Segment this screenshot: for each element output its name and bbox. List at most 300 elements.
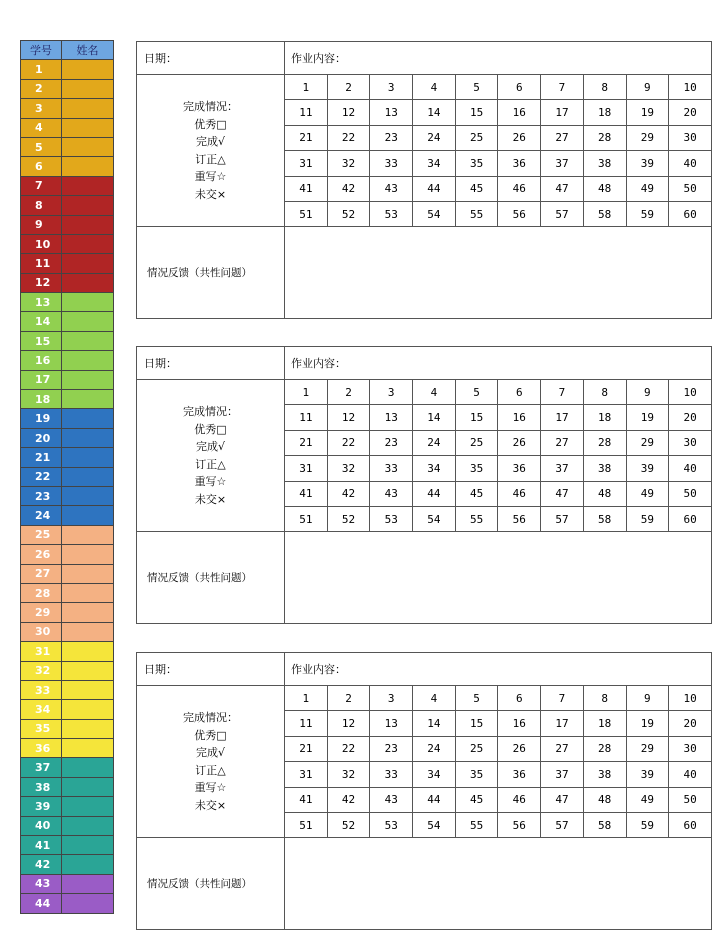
student-name-cell[interactable] (62, 739, 114, 758)
student-number-cell[interactable]: 50 (669, 787, 712, 812)
student-number-cell[interactable]: 60 (669, 812, 712, 837)
student-number-cell[interactable]: 30 (669, 430, 712, 455)
roster-row (21, 390, 114, 409)
student-number-cell[interactable]: 7 (541, 686, 584, 711)
student-number: 10 (21, 234, 62, 253)
student-number-cell[interactable]: 56 (498, 506, 541, 531)
student-name-cell[interactable] (62, 273, 114, 292)
student-number-cell[interactable]: 26 (498, 736, 541, 761)
student-number-cell[interactable]: 6 (498, 686, 541, 711)
student-number-cell[interactable]: 9 (626, 75, 669, 100)
status-legend-item: 完成√ (195, 440, 225, 454)
student-number-cell[interactable]: 37 (541, 456, 584, 481)
roster-body (21, 60, 114, 913)
student-number-cell[interactable]: 32 (327, 151, 370, 176)
student-number-cell[interactable]: 33 (370, 456, 413, 481)
roster-row (21, 583, 114, 602)
student-number-cell[interactable]: 13 (370, 100, 413, 125)
student-number-cell[interactable]: 45 (455, 787, 498, 812)
status-legend-item: 优秀□ (194, 422, 227, 436)
student-number-cell[interactable]: 55 (455, 812, 498, 837)
student-number-cell[interactable]: 49 (626, 481, 669, 506)
student-number-cell[interactable]: 19 (626, 711, 669, 736)
student-number-cell[interactable]: 12 (327, 711, 370, 736)
roster-row (21, 603, 114, 622)
student-name-cell[interactable] (62, 836, 114, 855)
student-name-cell[interactable] (62, 874, 114, 893)
student-number-cell[interactable]: 55 (455, 506, 498, 531)
student-number-cell[interactable]: 52 (327, 506, 370, 531)
student-number: 15 (21, 331, 62, 350)
student-number: 41 (21, 836, 62, 855)
student-number-cell[interactable]: 16 (498, 100, 541, 125)
student-name-cell[interactable] (62, 60, 114, 79)
student-number-cell[interactable]: 23 (370, 430, 413, 455)
roster-row (21, 137, 114, 156)
student-number-cell[interactable]: 3 (370, 686, 413, 711)
student-name-cell[interactable] (62, 409, 114, 428)
student-number-cell[interactable]: 56 (498, 812, 541, 837)
student-number-cell[interactable]: 3 (370, 380, 413, 405)
student-number-cell[interactable]: 19 (626, 100, 669, 125)
student-number-cell[interactable]: 43 (370, 481, 413, 506)
student-number-cell[interactable]: 39 (626, 456, 669, 481)
student-number-cell[interactable]: 47 (541, 787, 584, 812)
student-number-cell[interactable]: 57 (541, 201, 584, 226)
student-number: 22 (21, 467, 62, 486)
student-number-cell[interactable]: 42 (327, 176, 370, 201)
student-name-cell[interactable] (62, 157, 114, 176)
student-number-cell[interactable]: 50 (669, 481, 712, 506)
student-number-cell[interactable]: 25 (455, 430, 498, 455)
student-number-cell[interactable]: 44 (413, 176, 456, 201)
student-number-cell[interactable]: 53 (370, 506, 413, 531)
student-number: 44 (21, 894, 62, 913)
student-number-cell[interactable]: 30 (669, 736, 712, 761)
student-number-cell[interactable]: 12 (327, 100, 370, 125)
student-number-cell[interactable]: 42 (327, 481, 370, 506)
student-number-cell[interactable]: 51 (285, 201, 328, 226)
student-number-cell[interactable]: 44 (413, 787, 456, 812)
student-number-cell[interactable]: 28 (583, 736, 626, 761)
student-number-cell[interactable]: 54 (413, 201, 456, 226)
student-number-cell[interactable]: 60 (669, 506, 712, 531)
student-number-cell[interactable]: 46 (498, 481, 541, 506)
student-number-cell[interactable]: 38 (583, 456, 626, 481)
student-number-cell[interactable]: 14 (413, 100, 456, 125)
student-number-cell[interactable]: 37 (541, 762, 584, 787)
homework-content-field[interactable]: 作业内容： (285, 42, 712, 75)
student-number-cell[interactable]: 57 (541, 812, 584, 837)
student-number-cell[interactable]: 8 (583, 380, 626, 405)
student-number-cell[interactable]: 21 (285, 430, 328, 455)
student-number-cell[interactable]: 36 (498, 456, 541, 481)
student-number-cell[interactable]: 7 (541, 75, 584, 100)
student-number-cell[interactable]: 26 (498, 125, 541, 150)
student-number-cell[interactable]: 20 (669, 711, 712, 736)
student-number-cell[interactable]: 1 (285, 380, 328, 405)
student-number-cell[interactable]: 5 (455, 380, 498, 405)
student-number-cell[interactable]: 35 (455, 762, 498, 787)
status-legend-item: 重写☆ (194, 170, 227, 184)
student-number-cell[interactable]: 51 (285, 506, 328, 531)
student-number-cell[interactable]: 41 (285, 481, 328, 506)
roster-row (21, 409, 114, 428)
roster-row (21, 467, 114, 486)
student-number-cell[interactable]: 35 (455, 151, 498, 176)
student-number-cell[interactable]: 55 (455, 201, 498, 226)
student-number-cell[interactable]: 60 (669, 201, 712, 226)
student-number-cell[interactable]: 14 (413, 711, 456, 736)
student-number-cell[interactable]: 13 (370, 711, 413, 736)
student-name-cell[interactable] (62, 467, 114, 486)
homework-record-table (136, 41, 712, 319)
student-name-cell[interactable] (62, 293, 114, 312)
student-number-cell[interactable]: 28 (583, 430, 626, 455)
student-number-header: 学号 (21, 41, 62, 60)
student-name-cell[interactable] (62, 603, 114, 622)
student-number-cell[interactable]: 40 (669, 151, 712, 176)
student-number-cell[interactable]: 11 (285, 711, 328, 736)
student-number-cell[interactable]: 18 (583, 405, 626, 430)
student-name-cell[interactable] (62, 176, 114, 195)
student-number: 31 (21, 642, 62, 661)
student-number-cell[interactable]: 11 (285, 405, 328, 430)
student-name-cell[interactable] (62, 816, 114, 835)
student-number-cell[interactable]: 45 (455, 176, 498, 201)
roster-row (21, 293, 114, 312)
student-number-cell[interactable]: 24 (413, 430, 456, 455)
student-number-cell[interactable]: 43 (370, 787, 413, 812)
roster-row (21, 700, 114, 719)
student-number-cell[interactable]: 10 (669, 686, 712, 711)
roster-row (21, 777, 114, 796)
student-number-cell[interactable]: 52 (327, 201, 370, 226)
student-number-cell[interactable]: 18 (583, 100, 626, 125)
student-number-cell[interactable]: 39 (626, 762, 669, 787)
student-name-cell[interactable] (62, 254, 114, 273)
student-number: 30 (21, 622, 62, 641)
student-number-cell[interactable]: 49 (626, 787, 669, 812)
date-field[interactable]: 日期： (137, 653, 285, 686)
student-number-cell[interactable]: 19 (626, 405, 669, 430)
student-number-cell[interactable]: 49 (626, 176, 669, 201)
student-number: 11 (21, 254, 62, 273)
student-number-cell[interactable]: 12 (327, 405, 370, 430)
student-name-cell[interactable] (62, 196, 114, 215)
student-number-cell[interactable]: 47 (541, 481, 584, 506)
student-number-cell[interactable]: 34 (413, 762, 456, 787)
student-number-cell[interactable]: 40 (669, 762, 712, 787)
student-number-cell[interactable]: 4 (413, 380, 456, 405)
student-number-cell[interactable]: 32 (327, 456, 370, 481)
roster-row (21, 312, 114, 331)
student-number-cell[interactable]: 3 (370, 75, 413, 100)
student-number-cell[interactable]: 46 (498, 176, 541, 201)
student-number-cell[interactable]: 2 (327, 380, 370, 405)
student-number-cell[interactable]: 8 (583, 75, 626, 100)
student-name-cell[interactable] (62, 642, 114, 661)
student-name-cell[interactable] (62, 583, 114, 602)
student-number-cell[interactable]: 5 (455, 686, 498, 711)
student-number: 37 (21, 758, 62, 777)
student-number-cell[interactable]: 27 (541, 736, 584, 761)
student-number-cell[interactable]: 59 (626, 201, 669, 226)
student-number-cell[interactable]: 47 (541, 176, 584, 201)
student-number-cell[interactable]: 26 (498, 430, 541, 455)
student-name-cell[interactable] (62, 390, 114, 409)
student-number-cell[interactable]: 53 (370, 201, 413, 226)
status-legend-item: 订正△ (195, 457, 226, 471)
student-number-cell[interactable]: 22 (327, 125, 370, 150)
student-number-cell[interactable]: 50 (669, 176, 712, 201)
student-number-cell[interactable]: 16 (498, 405, 541, 430)
student-name-cell[interactable] (62, 486, 114, 505)
student-number-cell[interactable]: 6 (498, 380, 541, 405)
student-number-cell[interactable]: 56 (498, 201, 541, 226)
student-number-cell[interactable]: 31 (285, 151, 328, 176)
roster-row (21, 486, 114, 505)
student-number-cell[interactable]: 58 (583, 812, 626, 837)
student-number-cell[interactable]: 29 (626, 125, 669, 150)
student-number-cell[interactable]: 10 (669, 75, 712, 100)
student-name-cell[interactable] (62, 137, 114, 156)
student-number-cell[interactable]: 27 (541, 125, 584, 150)
student-number-cell[interactable]: 9 (626, 686, 669, 711)
student-number-cell[interactable]: 37 (541, 151, 584, 176)
roster-row (21, 680, 114, 699)
student-number-cell[interactable]: 4 (413, 686, 456, 711)
student-number-cell[interactable]: 52 (327, 812, 370, 837)
student-number-cell[interactable]: 34 (413, 151, 456, 176)
student-name-cell[interactable] (62, 661, 114, 680)
student-number-cell[interactable]: 59 (626, 506, 669, 531)
student-name-cell[interactable] (62, 448, 114, 467)
student-number: 29 (21, 603, 62, 622)
student-number-cell[interactable]: 32 (327, 762, 370, 787)
student-number-cell[interactable]: 23 (370, 125, 413, 150)
student-number-cell[interactable]: 38 (583, 151, 626, 176)
student-number-cell[interactable]: 28 (583, 125, 626, 150)
student-number: 2 (21, 79, 62, 98)
student-name-cell[interactable] (62, 234, 114, 253)
student-name-cell[interactable] (62, 351, 114, 370)
student-name-cell[interactable] (62, 118, 114, 137)
student-number-cell[interactable]: 8 (583, 686, 626, 711)
student-number-cell[interactable]: 58 (583, 201, 626, 226)
student-number-cell[interactable]: 53 (370, 812, 413, 837)
student-number-cell[interactable]: 36 (498, 762, 541, 787)
student-number-cell[interactable]: 11 (285, 100, 328, 125)
student-number-cell[interactable]: 21 (285, 125, 328, 150)
student-number-cell[interactable]: 17 (541, 711, 584, 736)
student-number-cell[interactable]: 41 (285, 787, 328, 812)
student-number-cell[interactable]: 5 (455, 75, 498, 100)
student-name-cell[interactable] (62, 680, 114, 699)
student-number: 9 (21, 215, 62, 234)
student-name-cell[interactable] (62, 370, 114, 389)
student-number: 35 (21, 719, 62, 738)
student-number: 3 (21, 99, 62, 118)
student-name-cell[interactable] (62, 215, 114, 234)
roster-row (21, 758, 114, 777)
student-number-cell[interactable]: 43 (370, 176, 413, 201)
student-number: 17 (21, 370, 62, 389)
roster-header (21, 41, 114, 60)
student-number-cell[interactable]: 24 (413, 125, 456, 150)
student-number-cell[interactable]: 14 (413, 405, 456, 430)
student-number-cell[interactable]: 2 (327, 75, 370, 100)
roster-row (21, 60, 114, 79)
student-number-cell[interactable]: 58 (583, 506, 626, 531)
student-number-cell[interactable]: 13 (370, 405, 413, 430)
student-number-cell[interactable]: 1 (285, 686, 328, 711)
student-number: 6 (21, 157, 62, 176)
student-name-cell[interactable] (62, 79, 114, 98)
student-number-cell[interactable]: 29 (626, 736, 669, 761)
date-field[interactable]: 日期： (137, 347, 285, 380)
student-number: 39 (21, 797, 62, 816)
status-legend-title: 完成情况： (183, 711, 238, 725)
student-number-cell[interactable]: 48 (583, 787, 626, 812)
student-number: 40 (21, 816, 62, 835)
student-name-cell[interactable] (62, 719, 114, 738)
student-number-cell[interactable]: 45 (455, 481, 498, 506)
feedback-field[interactable] (285, 532, 712, 624)
student-name-cell[interactable] (62, 777, 114, 796)
student-number-cell[interactable]: 31 (285, 456, 328, 481)
student-number-cell[interactable]: 31 (285, 762, 328, 787)
student-name-cell[interactable] (62, 564, 114, 583)
student-name-cell[interactable] (62, 99, 114, 118)
student-number-cell[interactable]: 36 (498, 151, 541, 176)
student-number-cell[interactable]: 41 (285, 176, 328, 201)
roster-row (21, 719, 114, 738)
student-number-cell[interactable]: 40 (669, 456, 712, 481)
student-number: 12 (21, 273, 62, 292)
status-legend-item: 重写☆ (194, 475, 227, 489)
student-number-cell[interactable]: 25 (455, 125, 498, 150)
student-number-cell[interactable]: 46 (498, 787, 541, 812)
date-field[interactable]: 日期： (137, 42, 285, 75)
student-number-cell[interactable]: 38 (583, 762, 626, 787)
status-legend-item: 未交× (194, 492, 227, 506)
student-number: 25 (21, 525, 62, 544)
student-number-cell[interactable]: 20 (669, 100, 712, 125)
student-name-cell[interactable] (62, 428, 114, 447)
status-legend-title: 完成情况： (183, 100, 238, 114)
student-number-cell[interactable]: 4 (413, 75, 456, 100)
student-number-cell[interactable]: 22 (327, 430, 370, 455)
status-legend-item: 订正△ (195, 763, 226, 777)
student-number-cell[interactable]: 2 (327, 686, 370, 711)
student-number-cell[interactable]: 23 (370, 736, 413, 761)
student-number-cell[interactable]: 54 (413, 506, 456, 531)
header-row (137, 347, 712, 380)
status-legend-item: 完成√ (195, 746, 225, 760)
student-number-cell[interactable]: 39 (626, 151, 669, 176)
student-name-cell[interactable] (62, 312, 114, 331)
student-name-cell[interactable] (62, 525, 114, 544)
student-name-cell[interactable] (62, 855, 114, 874)
student-number-cell[interactable]: 6 (498, 75, 541, 100)
student-number: 14 (21, 312, 62, 331)
student-number-cell[interactable]: 33 (370, 762, 413, 787)
student-number-cell[interactable]: 25 (455, 736, 498, 761)
student-number: 20 (21, 428, 62, 447)
student-name-header: 姓名 (62, 41, 114, 60)
roster-row (21, 351, 114, 370)
student-number-cell[interactable]: 42 (327, 787, 370, 812)
student-name-cell[interactable] (62, 545, 114, 564)
roster-row (21, 797, 114, 816)
student-number-cell[interactable]: 20 (669, 405, 712, 430)
student-number-cell[interactable]: 15 (455, 100, 498, 125)
student-name-cell[interactable] (62, 700, 114, 719)
student-name-cell[interactable] (62, 506, 114, 525)
student-name-cell[interactable] (62, 797, 114, 816)
student-number-cell[interactable]: 30 (669, 125, 712, 150)
student-name-cell[interactable] (62, 331, 114, 350)
student-number-cell[interactable]: 34 (413, 456, 456, 481)
student-number: 26 (21, 545, 62, 564)
completion-status-legend (137, 75, 285, 227)
student-number-cell[interactable]: 18 (583, 711, 626, 736)
roster-row (21, 99, 114, 118)
student-number-cell[interactable]: 22 (327, 736, 370, 761)
roster-row (21, 428, 114, 447)
student-number-cell[interactable]: 17 (541, 100, 584, 125)
student-number-cell[interactable]: 21 (285, 736, 328, 761)
feedback-field[interactable] (285, 838, 712, 930)
student-number-cell[interactable]: 48 (583, 481, 626, 506)
student-number-cell[interactable]: 48 (583, 176, 626, 201)
student-number-cell[interactable]: 9 (626, 380, 669, 405)
roster-row (21, 564, 114, 583)
student-name-cell[interactable] (62, 894, 114, 913)
student-number-cell[interactable]: 33 (370, 151, 413, 176)
student-number-cell[interactable]: 54 (413, 812, 456, 837)
header-row (137, 42, 712, 75)
homework-content-field[interactable]: 作业内容： (285, 653, 712, 686)
student-number-cell[interactable]: 7 (541, 380, 584, 405)
roster-row (21, 254, 114, 273)
student-number-cell[interactable]: 24 (413, 736, 456, 761)
feedback-field[interactable] (285, 227, 712, 319)
student-number-cell[interactable]: 27 (541, 430, 584, 455)
student-number-cell[interactable]: 51 (285, 812, 328, 837)
roster-row (21, 176, 114, 195)
student-number-cell[interactable]: 15 (455, 405, 498, 430)
roster-row (21, 196, 114, 215)
student-number-cell[interactable]: 35 (455, 456, 498, 481)
student-number-cell[interactable]: 29 (626, 430, 669, 455)
homework-content-field[interactable]: 作业内容： (285, 347, 712, 380)
student-number-cell[interactable]: 16 (498, 711, 541, 736)
student-name-cell[interactable] (62, 758, 114, 777)
student-name-cell[interactable] (62, 622, 114, 641)
student-number-cell[interactable]: 17 (541, 405, 584, 430)
student-number: 13 (21, 293, 62, 312)
student-number-cell[interactable]: 15 (455, 711, 498, 736)
student-number-cell[interactable]: 57 (541, 506, 584, 531)
status-legend-title: 完成情况： (183, 405, 238, 419)
student-number-cell[interactable]: 44 (413, 481, 456, 506)
student-number-cell[interactable]: 10 (669, 380, 712, 405)
student-number-cell[interactable]: 59 (626, 812, 669, 837)
feedback-label: 情况反馈（共性问题） (137, 532, 285, 624)
student-number-cell[interactable]: 1 (285, 75, 328, 100)
